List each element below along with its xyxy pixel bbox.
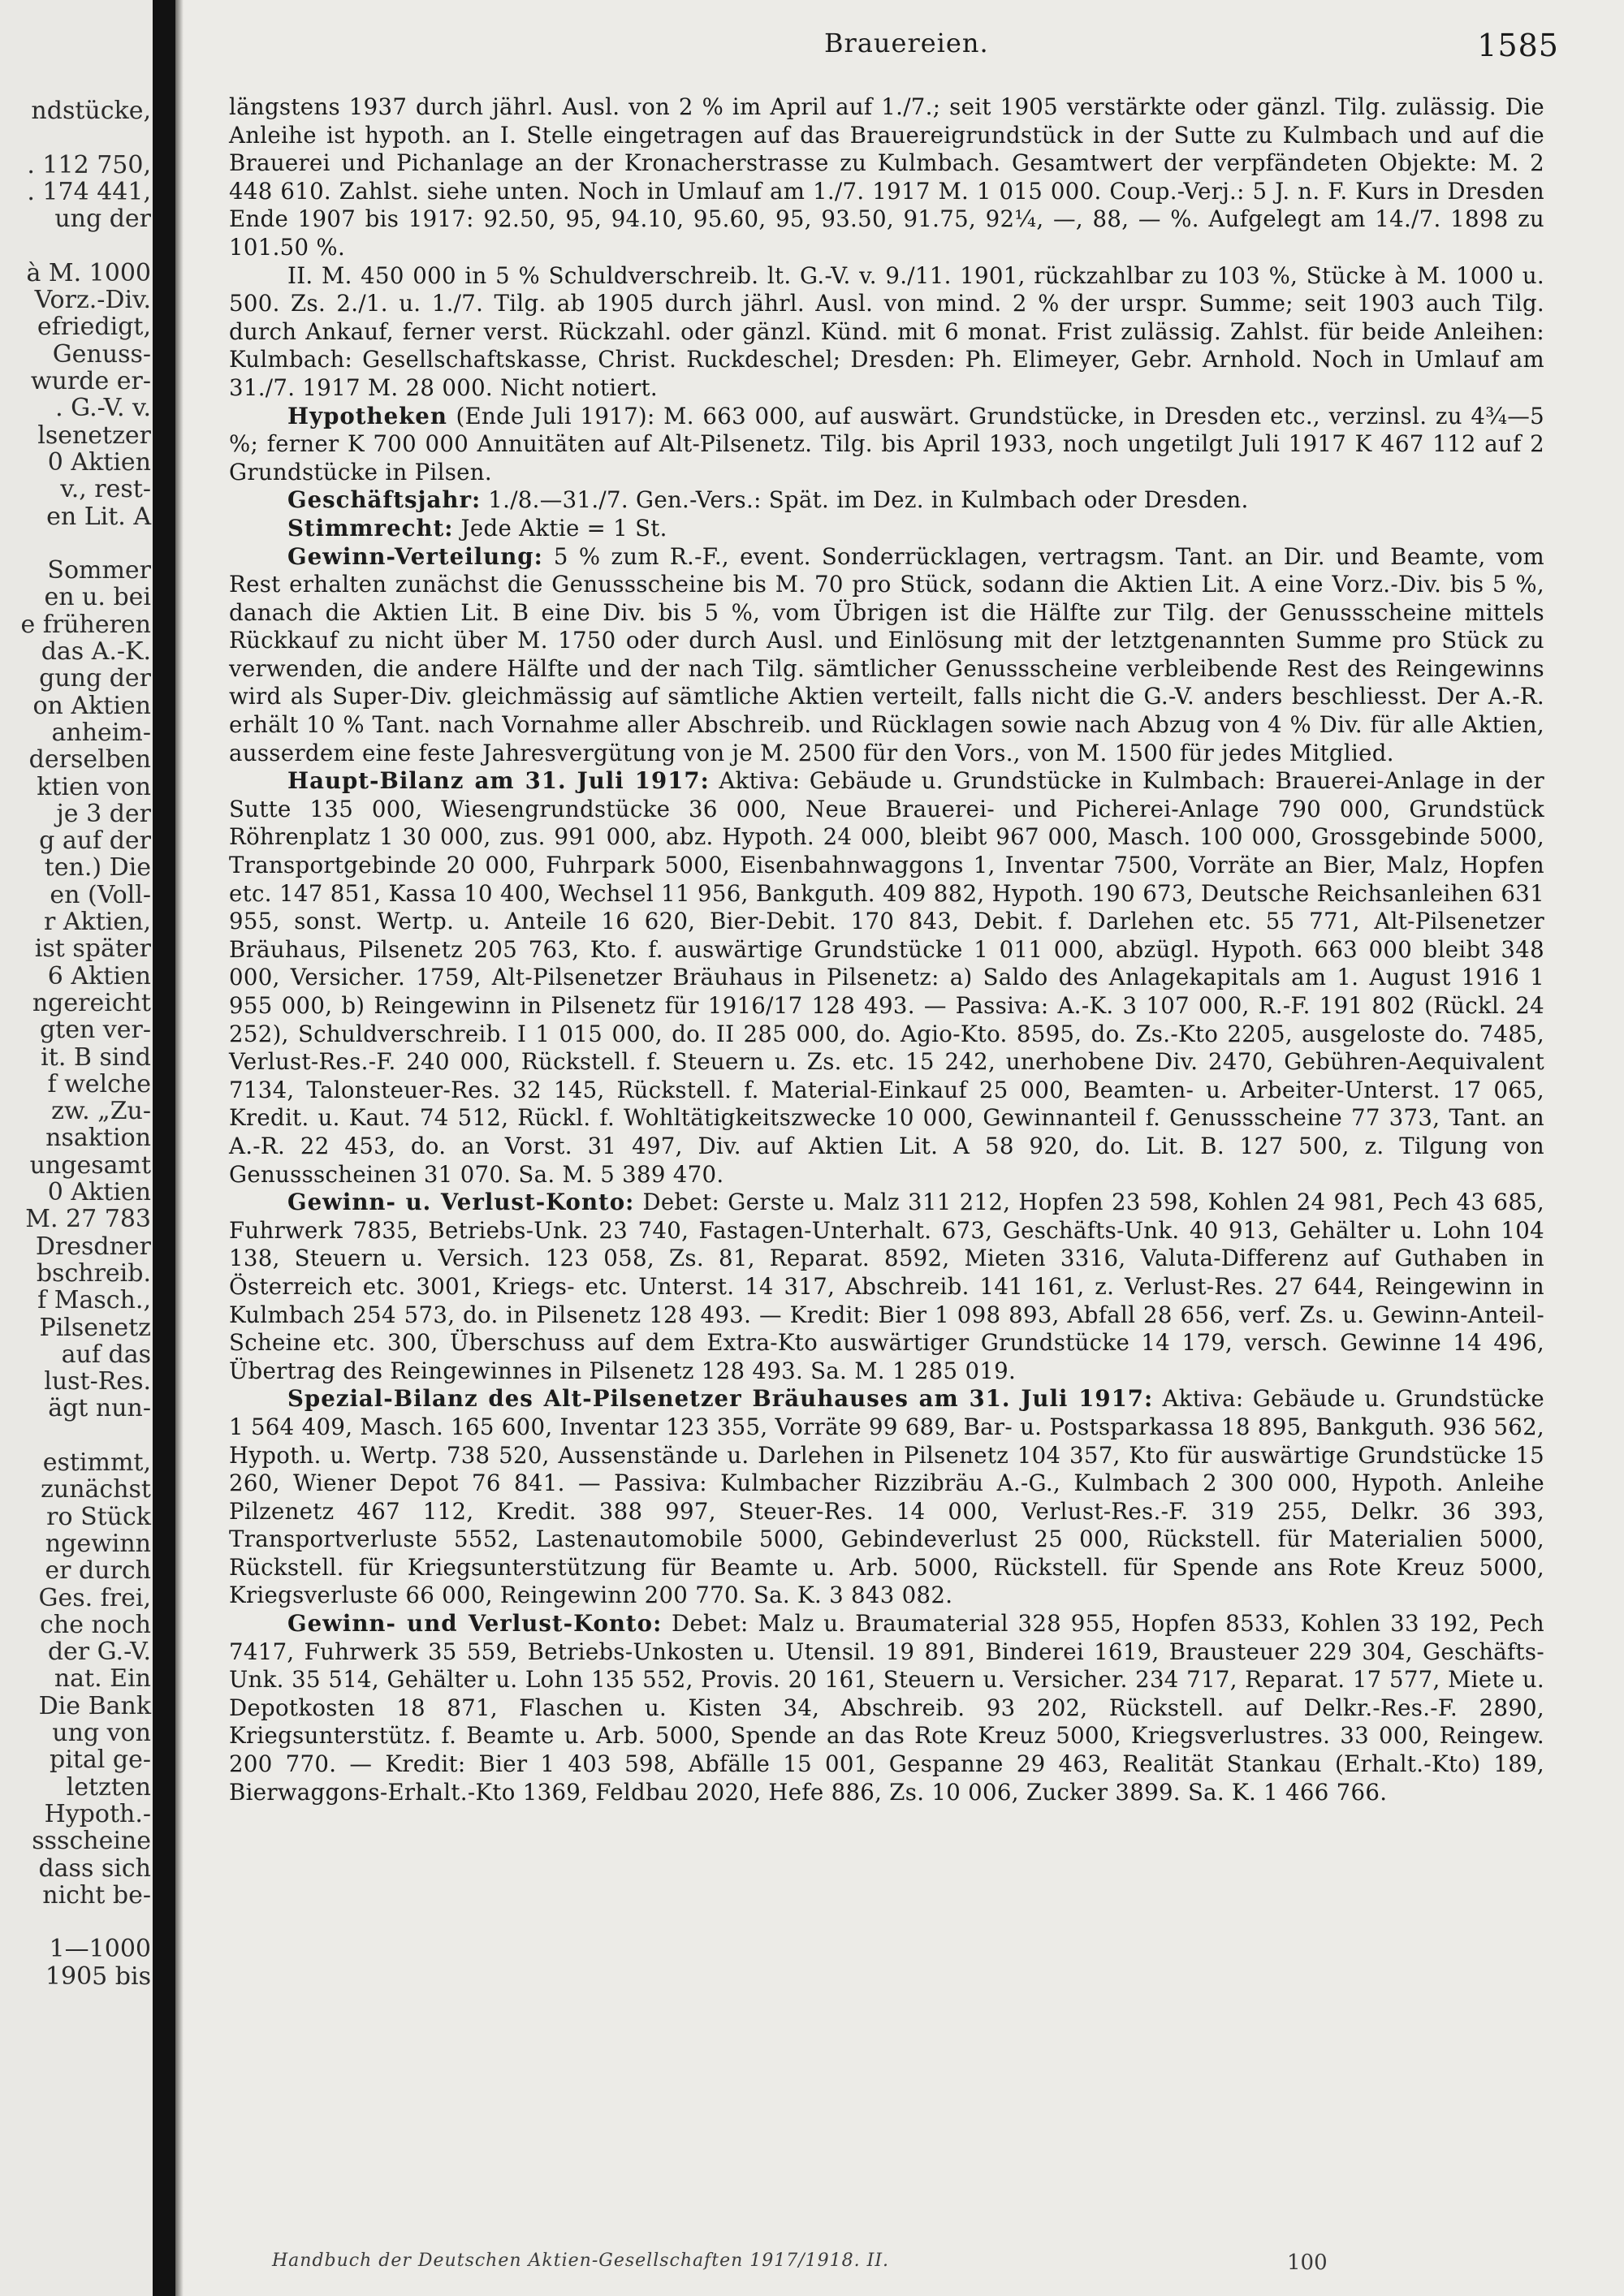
left-page-line: nat. Ein bbox=[54, 1664, 151, 1694]
paragraph bbox=[229, 767, 1544, 1189]
left-page-line: en u. bei bbox=[44, 583, 151, 612]
paragraph-text: Aktiva: Gebäude u. Grundstücke in Kulmbach: Brauerei-Anlage in der Sutte 135 000, Wiesengrundstücke 36 000, Neue Brauerei- und Picherei-Anlage 790 000, Grundstück Röhrenplatz 1 30 000, zus. 991 000, abz. Hypoth. 24 000, bleibt 967 000, Masch. 100 000, Grossgebinde 5000, Transportgebinde 20 000, Fuhrpark 5000, Eisenbahnwaggons 1, Inventar 7500, Vorräte an Bier, Malz, Hopfen etc. 147 851, Kassa 10 400, Wechsel 11 956, Bankguth. 409 882, Hypoth. 190 673, Deutsche Reichsanleihen 631 955, sonst. Wertp. u. Anteile 16 620, Bier-Debit. 170 843, Debit. f. Darlehen etc. 55 771, Alt-Pilsenetzer Bräuhaus, Pilsenetz 205 763, Kto. f. auswärtige Grundstücke 1 011 000, abzügl. Hypoth. 663 000 bleibt 348 000, Versicher. 1759, Alt-Pilsenetzer Bräuhaus in Pilsenetz: a) Saldo des Anlagekapitals am 1. August 1916 1 955 000, b) Reingewinn in Pilsenetz für 1916/17 128 493. — Passiva: A.-K. 3 107 000, R.-F. 191 802 (Rückl. 24 252), Schuldverschreib. I 1 015 000, do. II 285 000, do. Agio-Kto. 8595, do. Zs.-Kto 2205, ausgeloste do. 7485, Verlust-Res.-F. 240 000, Rückstell. f. Steuern u. Zs. etc. 15 242, unerhobene Div. 2470, Gebühren-Aequivalent 7134, Talonsteuer-Res. 32 145, Rückstell. f. Material-Einkauf 25 000, Beamten- u. Arbeiter-Unterst. 17 065, Kredit. u. Kaut. 74 512, Rückl. f. Wohltätigkeitszwecke 10 000, Gewinnanteil f. Genussscheine 77 373, Tant. an A.-R. 22 453, do. an Vorst. 31 497, Div. auf Aktien Lit. A 58 920, do. Lit. B. 127 500, z. Tilgung von Genussscheinen 31 070. Sa. M. 5 389 470. bbox=[229, 767, 1544, 1188]
paragraph-text: (Ende Juli 1917): M. 663 000, auf auswärt. Grundstücke, in Dresden etc., verzinsl. zu 4¾—5 %; ferner K 700 000 Annuitäten auf Alt-Pilsenetz. Tilg. bis April 1933, noch ungetilgt Juli 1917 K 467 112 auf 2 Grundstücke in Pilsen. bbox=[229, 402, 1544, 486]
paragraph-heading: Gewinn- und Verlust-Konto: bbox=[287, 1610, 663, 1638]
running-head-title: Brauereien. bbox=[824, 28, 989, 58]
running-head bbox=[195, 28, 1559, 68]
paragraph bbox=[229, 543, 1544, 768]
left-page-line: zw. „Zu- bbox=[51, 1097, 151, 1126]
left-page-fragment bbox=[0, 0, 153, 2296]
left-page-line: zunächst bbox=[41, 1475, 151, 1504]
left-page-line: che noch bbox=[40, 1610, 151, 1639]
left-page-line: auf das bbox=[61, 1340, 151, 1369]
left-page-line: M. 27 783 bbox=[25, 1205, 151, 1234]
gutter-shadow bbox=[175, 0, 184, 2296]
paragraph-text: II. M. 450 000 in 5 % Schuldverschreib. lt. G.-V. v. 9./11. 1901, rückzahlbar zu 103 %, Stücke à M. 1000 u. 500. Zs. 2./1. u. 1./7. Tilg. ab 1905 durch jährl. Ausl. von mind. 2 % der urspr. Summe; seit 1903 auch Tilg. durch Ankauf, ferner verst. Rückzahl. oder gänzl. Künd. mit 6 monat. Frist zulässig. Zahlst. für beide Anleihen: Kulmbach: Gesellschaftskasse, Christ. Ruckdeschel; Dresden: Ph. Elimeyer, Gebr. Arnhold. Noch in Umlauf am 31./7. 1917 M. 28 000. Nicht notiert. bbox=[229, 261, 1544, 401]
page bbox=[195, 0, 1616, 2296]
sheet-signature: 100 bbox=[1287, 2251, 1328, 2275]
left-page-line: g auf der bbox=[39, 826, 151, 856]
left-page-line: ro Stück bbox=[46, 1502, 151, 1531]
left-page-line: Dresdner bbox=[35, 1232, 151, 1261]
left-page-line: er durch bbox=[45, 1556, 151, 1586]
left-page-line: ung von bbox=[52, 1719, 151, 1747]
paragraph bbox=[229, 93, 1544, 262]
page-footer bbox=[272, 2251, 1555, 2280]
left-page-line: bschreib. bbox=[36, 1258, 151, 1288]
left-page-line: anheim- bbox=[51, 718, 151, 747]
left-page-line: ist später bbox=[34, 934, 151, 964]
left-page-line: ktien von bbox=[37, 772, 151, 801]
left-page-line: v., rest- bbox=[60, 475, 151, 504]
paragraph bbox=[229, 403, 1544, 487]
left-page-line: Pilsenetz bbox=[39, 1313, 151, 1342]
left-page-line: Genuss- bbox=[52, 339, 151, 369]
left-page-line: e früheren bbox=[20, 610, 151, 639]
left-page-line: ngewinn bbox=[45, 1529, 151, 1558]
left-page-line: gten ver- bbox=[39, 1016, 151, 1045]
left-page-line: lsenetzer bbox=[37, 421, 151, 450]
paragraph-text: 5 % zum R.-F., event. Sonderrücklagen, vertragsm. Tant. an Dir. und Beamte, vom Rest erhalten zunächst die Genussscheine bis M. 70 pro Stück, sodann die Aktien Lit. A eine Vorz.-Div. bis 5 %, danach die Aktien Lit. B eine Div. bis 5 %, vom Übrigen ist die Hälfte zur Tilg. der Genussscheine mittels Rückkauf zu nicht über M. 1750 oder durch Ausl. und Einlösung mit der letztgenannten Summe pro Stück zu verwenden, die andere Hälfte und der nach Tilg. sämtlicher Genussscheine verbleibende Rest des Reingewinns wird als Super-Div. gleichmässig auf sämtliche Aktien verteilt, falls nicht die G.-V. anders beschliesst. Der A.-R. erhält 10 % Tant. nach Vornahme aller Abschreib. und Rücklagen sowie nach Abzug von 4 % Div. für alle Aktien, ausserdem eine feste Jahresvergütung von je M. 2500 für den Vors., von M. 1500 für jedes Mitglied. bbox=[229, 542, 1544, 766]
left-page-line: ung der bbox=[54, 205, 151, 234]
paragraph bbox=[229, 486, 1544, 515]
left-page-line: 0 Aktien bbox=[47, 1178, 151, 1206]
paragraph-heading: Hypotheken bbox=[287, 402, 447, 429]
left-page-line: r Aktien, bbox=[44, 908, 151, 936]
page-number: 1585 bbox=[1477, 28, 1559, 63]
left-page-line: efriedigt, bbox=[37, 313, 151, 342]
left-page-line: wurde er- bbox=[30, 367, 151, 395]
footer-text: Handbuch der Deutschen Aktien-Gesellschaften 1917/1918. II. bbox=[272, 2251, 890, 2271]
paragraph-heading: Gewinn- u. Verlust-Konto: bbox=[287, 1189, 635, 1216]
left-page-line: 1—1000 bbox=[49, 1935, 151, 1964]
paragraph-text: Debet: Malz u. Braumaterial 328 955, Hopfen 8533, Kohlen 33 192, Pech 7417, Fuhrwerk 35 559, Betriebs-Unkosten u. Utensil. 19 891, Binderei 1619, Brausteuer 229 304, Geschäfts-Unk. 35 514, Gehälter u. Lohn 135 552, Provis. 20 161, Steuern u. Versicher. 234 717, Reparat. 17 577, Miete u. Depotkosten 18 871, Flaschen u. Kisten 34, Abschreib. 93 202, Rückstell. auf Delkr.-Res.-F. 2890, Kriegsunterstütz. f. Beamte u. Arb. 5000, Spende an das Rote Kreuz 5000, Kriegsverlustres. 33 000, Reingew. 200 770. — Kredit: Bier 1 403 598, Abfälle 15 001, Gespanne 29 463, Realität Stankau (Erhalt.-Kto) 189, Bierwaggons-Erhalt.-Kto 1369, Feldbau 2020, Hefe 886, Zs. 10 006, Zucker 3899. Sa. K. 1 466 766. bbox=[229, 1610, 1544, 1806]
paragraph-text: Debet: Gerste u. Malz 311 212, Hopfen 23 598, Kohlen 24 981, Pech 43 685, Fuhrwerk 7835, Betriebs-Unk. 23 740, Fastagen-Unterhalt. 673, Geschäfts-Unk. 40 913, Gehälter u. Lohn 104 138, Steuern u. Versich. 123 058, Zs. 81, Reparat. 8592, Mieten 3316, Valuta-Differenz auf Guthaben in Österreich etc. 3001, Kriegs- etc. Unterst. 14 317, Abschreib. 141 161, z. Verlust-Res. 27 644, Reingewinn in Kulmbach 254 573, do. in Pilsenetz 128 493. — Kredit: Bier 1 098 893, Abfall 28 656, verf. Zs. u. Gewinn-Anteil-Scheine etc. 300, Überschuss auf dem Extra-Kto auswärtiger Grundstücke 14 179, versch. Gewinne 14 496, Übertrag des Reingewinnes in Pilsenetz 128 493. Sa. M. 1 285 019. bbox=[229, 1189, 1544, 1384]
left-page-line: 6 Aktien bbox=[47, 961, 151, 990]
paragraph bbox=[229, 515, 1544, 543]
left-page-line: . 112 750, bbox=[27, 150, 151, 179]
paragraph-heading: Stimmrecht: bbox=[287, 514, 454, 542]
left-page-line: nsaktion bbox=[45, 1124, 151, 1153]
paragraph bbox=[229, 1385, 1544, 1610]
paragraph bbox=[229, 262, 1544, 403]
book-gutter bbox=[153, 0, 175, 2296]
paragraph-heading: Haupt-Bilanz am 31. Juli 1917: bbox=[287, 767, 710, 795]
left-page-line: f Masch., bbox=[37, 1286, 151, 1315]
left-page-line: à M. 1000 bbox=[26, 258, 151, 287]
left-page-line: Die Bank bbox=[38, 1691, 151, 1720]
paragraph bbox=[229, 1189, 1544, 1385]
left-page-line: letzten bbox=[66, 1772, 151, 1802]
left-page-line: estimmt, bbox=[42, 1448, 151, 1477]
left-page-line: Ges. frei, bbox=[38, 1583, 151, 1612]
paragraph bbox=[229, 1610, 1544, 1806]
left-page-line: das A.-K. bbox=[41, 637, 151, 666]
left-page-line: Vorz.-Div. bbox=[34, 286, 151, 315]
left-page-line: on Aktien bbox=[32, 691, 151, 720]
left-page-line: . G.-V. v. bbox=[55, 394, 151, 423]
left-page-line: ten.) Die bbox=[44, 853, 151, 883]
left-page-line: 1905 bis bbox=[45, 1962, 151, 1991]
left-page-line: pital ge- bbox=[50, 1746, 151, 1775]
left-page-line: je 3 der bbox=[56, 799, 151, 828]
left-page-line: ssscheine bbox=[32, 1827, 151, 1856]
left-page-line: dass sich bbox=[38, 1854, 151, 1883]
left-page-line: nicht be- bbox=[42, 1880, 151, 1910]
left-page-line: en (Voll- bbox=[50, 880, 151, 909]
left-page-line: f welche bbox=[47, 1069, 151, 1098]
paragraph-text: 1./8.—31./7. Gen.-Vers.: Spät. im Dez. in Kulmbach oder Dresden. bbox=[481, 486, 1249, 514]
left-page-line: it. B sind bbox=[41, 1042, 151, 1072]
left-page-line: gung der bbox=[39, 664, 151, 693]
left-page-line: Sommer bbox=[47, 556, 151, 585]
left-page-line: ägt nun- bbox=[48, 1394, 151, 1423]
left-page-line: 0 Aktien bbox=[47, 447, 151, 477]
left-page-line: Hypoth.- bbox=[44, 1799, 151, 1828]
paragraph-text: längstens 1937 durch jährl. Ausl. von 2 % im April auf 1./7.; seit 1905 verstärkte oder gänzl. Tilg. zulässig. Die Anleihe ist hypoth. an I. Stelle eingetragen auf das Brauereigrundstück in der Sutte zu Kulmbach und auf die Brauerei und Pichanlage an der Kronacherstrasse zu Kulmbach. Gesamtwert der verpfändeten Objekte: M. 2 448 610. Zahlst. siehe unten. Noch in Umlauf am 1./7. 1917 M. 1 015 000. Coup.-Verj.: 5 J. n. F. Kurs in Dresden Ende 1907 bis 1917: 92.50, 95, 94.10, 95.60, 95, 93.50, 91.75, 92¼, —, 88, — %. Aufgelegt am 14./7. 1898 zu 101.50 %. bbox=[229, 93, 1544, 261]
left-page-line: der G.-V. bbox=[47, 1638, 151, 1667]
left-page-line: . 174 441, bbox=[27, 177, 151, 206]
paragraph-heading: Geschäftsjahr: bbox=[287, 486, 482, 514]
left-page-line: ungesamt bbox=[29, 1150, 151, 1180]
paragraph-heading: Spezial-Bilanz des Alt-Pilsenetzer Bräuhauses am 31. Juli 1917: bbox=[287, 1385, 1154, 1413]
paragraph-text: Jede Aktie = 1 St. bbox=[453, 514, 667, 542]
left-page-line: en Lit. A bbox=[46, 502, 151, 531]
paragraph-heading: Gewinn-Verteilung: bbox=[287, 542, 543, 570]
left-page-line: ndstücke, bbox=[31, 97, 151, 125]
article-body bbox=[229, 93, 1544, 1806]
left-page-line: lust-Res. bbox=[44, 1367, 151, 1396]
left-page-line: ngereicht bbox=[32, 988, 151, 1017]
left-page-line: derselben bbox=[28, 745, 151, 775]
paragraph-text: Aktiva: Gebäude u. Grundstücke 1 564 409, Masch. 165 600, Inventar 123 355, Vorräte 99 689, Bar- u. Postsparkassa 18 895, Bankguth. 936 562, Hypoth. u. Wertp. 738 520, Aussenstände u. Darlehen in Pilsenetz 104 357, Kto für auswärtige Grundstücke 15 260, Wiener Depot 76 841. — Passiva: Kulmbacher Rizzibräu A.-G., Kulmbach 2 300 000, Hypoth. Anleihe Pilzenetz 467 112, Kredit. 388 997, Steuer-Res. 14 000, Verlust-Res.-F. 319 255, Delkr. 36 393, Transportverluste 5552, Lastenautomobile 5000, Gebindeverlust 25 000, Rückstell. für Materialien 5000, Rückstell. für Kriegsunterstützung für Beamte u. Arb. 5000, Rückstell. für Spende ans Rote Kreuz 5000, Kriegsverluste 66 000, Reingewinn 200 770. Sa. K. 3 843 082. bbox=[229, 1385, 1544, 1609]
